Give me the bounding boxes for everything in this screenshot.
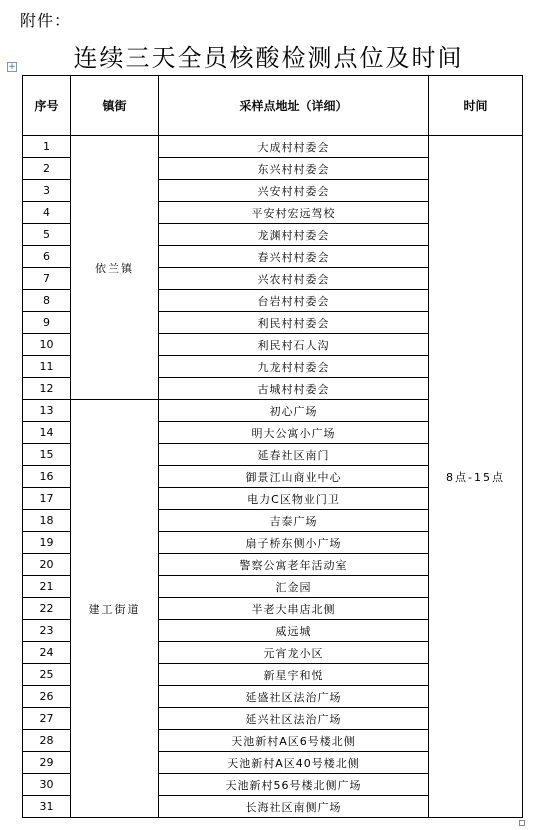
address-cell: 明大公寓小广场: [159, 422, 429, 444]
row-number: 29: [23, 752, 71, 774]
table-row: [23, 136, 523, 158]
row-number: 14: [23, 422, 71, 444]
address-cell: 平安村宏远驾校: [159, 202, 429, 224]
row-number: 15: [23, 444, 71, 466]
address-cell: 半老大串店北侧: [159, 598, 429, 620]
address-cell: 春兴村村委会: [159, 246, 429, 268]
row-number: 9: [23, 312, 71, 334]
row-number: 18: [23, 510, 71, 532]
address-cell: 大成村村委会: [159, 136, 429, 158]
address-cell: 利民村村委会: [159, 312, 429, 334]
address-cell: 威远城: [159, 620, 429, 642]
row-number: 27: [23, 708, 71, 730]
column-header-town: 镇街: [71, 76, 159, 136]
row-number: 21: [23, 576, 71, 598]
table-move-handle-icon[interactable]: +: [8, 62, 16, 72]
address-cell: 延春社区南门: [159, 444, 429, 466]
row-number: 23: [23, 620, 71, 642]
address-cell: 初心广场: [159, 400, 429, 422]
row-number: 16: [23, 466, 71, 488]
row-number: 12: [23, 378, 71, 400]
row-number: 22: [23, 598, 71, 620]
row-number: 17: [23, 488, 71, 510]
row-number: 25: [23, 664, 71, 686]
address-cell: 御景江山商业中心: [159, 466, 429, 488]
row-number: 4: [23, 202, 71, 224]
row-number: 11: [23, 356, 71, 378]
table-body: [23, 136, 523, 818]
table-header-row: [23, 76, 523, 136]
address-cell: 东兴村村委会: [159, 158, 429, 180]
row-number: 2: [23, 158, 71, 180]
address-cell: 扇子桥东侧小广场: [159, 532, 429, 554]
row-number: 1: [23, 136, 71, 158]
page-title: 连续三天全员核酸检测点位及时间: [73, 44, 464, 72]
address-cell: 天池新村56号楼北侧广场: [159, 774, 429, 796]
address-cell: 汇金园: [159, 576, 429, 598]
address-cell: 九龙村村委会: [159, 356, 429, 378]
time-cell: 8点-15点: [429, 136, 523, 818]
address-cell: 利民村石人沟: [159, 334, 429, 356]
row-number: 10: [23, 334, 71, 356]
town-cell: 依兰镇: [71, 136, 159, 400]
row-number: 24: [23, 642, 71, 664]
address-cell: 台岩村村委会: [159, 290, 429, 312]
row-number: 3: [23, 180, 71, 202]
testing-sites-table: [22, 75, 523, 818]
town-cell: 建工街道: [71, 400, 159, 818]
row-number: 26: [23, 686, 71, 708]
address-cell: 警察公寓老年活动室: [159, 554, 429, 576]
address-cell: 元宵龙小区: [159, 642, 429, 664]
row-number: 19: [23, 532, 71, 554]
row-number: 20: [23, 554, 71, 576]
row-number: 30: [23, 774, 71, 796]
row-number: 31: [23, 796, 71, 818]
address-cell: 天池新村A区6号楼北侧: [159, 730, 429, 752]
row-number: 8: [23, 290, 71, 312]
row-number: 7: [23, 268, 71, 290]
address-cell: 电力C区物业门卫: [159, 488, 429, 510]
attachment-label: 附件：: [20, 11, 72, 30]
row-number: 13: [23, 400, 71, 422]
row-number: 28: [23, 730, 71, 752]
row-number: 5: [23, 224, 71, 246]
address-cell: 兴农村村委会: [159, 268, 429, 290]
address-cell: 兴安村村委会: [159, 180, 429, 202]
address-cell: 延盛社区法治广场: [159, 686, 429, 708]
column-header-no: 序号: [23, 76, 71, 136]
address-cell: 长海社区南侧广场: [159, 796, 429, 818]
address-cell: 吉泰广场: [159, 510, 429, 532]
address-cell: 龙渊村村委会: [159, 224, 429, 246]
column-header-address: 采样点地址（详细）: [159, 76, 429, 136]
address-cell: 天池新村A区40号楼北侧: [159, 752, 429, 774]
address-cell: 延兴社区法治广场: [159, 708, 429, 730]
address-cell: 古城村村委会: [159, 378, 429, 400]
row-number: 6: [23, 246, 71, 268]
address-cell: 新星宇和悦: [159, 664, 429, 686]
column-header-time: 时间: [429, 76, 523, 136]
table-resize-handle[interactable]: [519, 820, 525, 826]
